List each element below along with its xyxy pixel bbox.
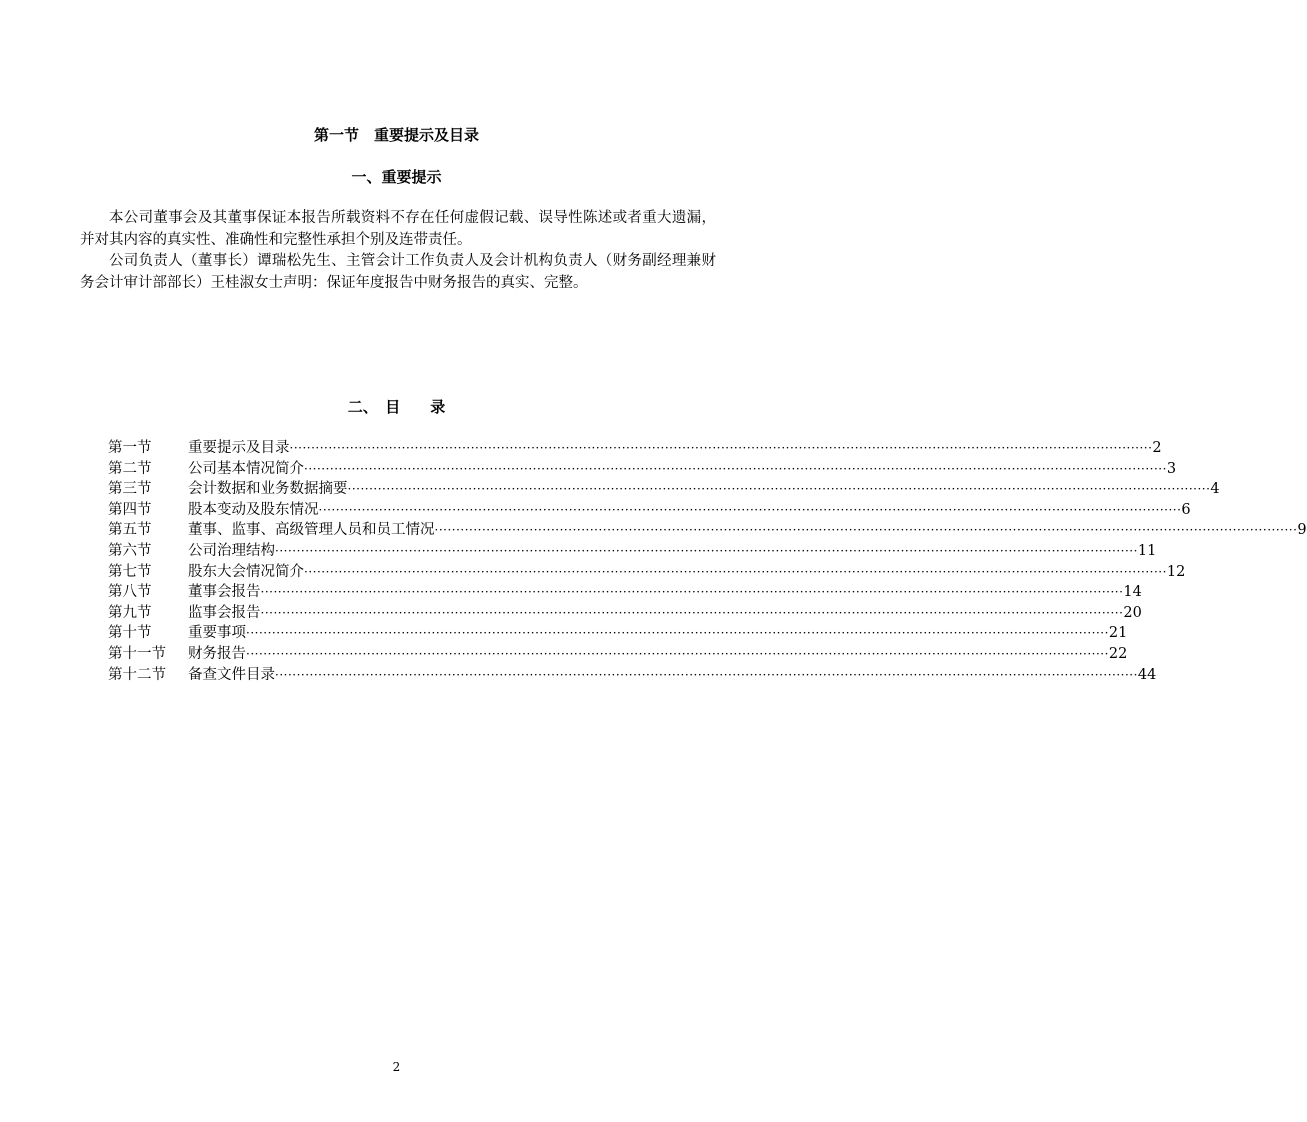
toc-page-number: 3	[1166, 460, 1177, 477]
toc-section-name: 备查文件目录	[188, 666, 275, 683]
toc-section-number: 第四节	[108, 501, 152, 518]
important-notice-heading: 一、重要提示	[351, 168, 442, 186]
toc-section-name: 监事会报告	[188, 604, 261, 621]
toc-section-name: 董事会报告	[188, 584, 261, 601]
toc-dot-leader: ········································································································································································································	[434, 523, 1298, 538]
toc-section-name: 公司治理结构	[188, 542, 275, 559]
toc-dot-leader: ········································································································································································································	[347, 482, 1211, 497]
toc-section-number: 第一节	[108, 440, 152, 456]
toc-heading: 二、 目 录	[347, 398, 446, 416]
toc-section-number: 第七节	[108, 563, 152, 580]
toc-entry[interactable]	[108, 560, 1186, 581]
toc-page-number: 22	[1108, 645, 1128, 662]
toc-section-name: 重要提示及目录	[188, 440, 290, 456]
toc-page-number: 12	[1166, 563, 1186, 580]
toc-page-number: 20	[1123, 604, 1142, 621]
toc-dot-leader: ········································································································································································································	[318, 502, 1182, 517]
toc-entry[interactable]	[108, 601, 1142, 622]
toc-section-number: 第六节	[108, 542, 152, 559]
toc-section-number: 第十二节	[108, 666, 166, 683]
toc-section-number: 第九节	[108, 604, 152, 621]
toc-section-number: 第十节	[108, 625, 152, 642]
toc-entry[interactable]	[108, 498, 1191, 519]
toc-page-number: 14	[1123, 584, 1142, 601]
toc-section-name: 董事、监事、高级管理人员和员工情况	[188, 522, 435, 539]
toc-page-number: 11	[1137, 542, 1157, 559]
toc-entry[interactable]	[108, 436, 1162, 457]
toc-page-number: 9	[1297, 522, 1307, 539]
toc-page-number: 44	[1137, 666, 1157, 683]
toc-dot-leader: ········································································································································································································	[304, 461, 1167, 476]
toc-section-number: 第二节	[108, 460, 152, 477]
toc-dot-leader: ········································································································································································································	[260, 605, 1124, 620]
toc-page-number: 4	[1210, 481, 1220, 498]
toc-section-number: 第五节	[108, 522, 152, 539]
page-number: 2	[392, 1060, 401, 1074]
toc-section-number: 第八节	[108, 584, 152, 601]
section-title: 第一节 重要提示及目录	[313, 126, 479, 144]
toc-dot-leader: ········································································································································································································	[275, 543, 1138, 558]
board-statement-paragraph: 本公司董事会及其董事保证本报告所载资料不存在任何虚假记载、误导性陈述或者重大遗漏，并对其内容的真实性、准确性和完整性承担个别及连带责任。	[80, 210, 716, 248]
toc-dot-leader: ········································································································································································································	[275, 667, 1138, 682]
responsibility-statement-paragraph: 公司负责人（董事长）谭瑞松先生、主管会计工作负责人及会计机构负责人（财务副经理兼财务会计审计部部长）王桂淑女士声明：保证年度报告中财务报告的真实、完整。	[80, 253, 716, 291]
toc-entry[interactable]	[108, 477, 1220, 498]
toc-dot-leader: ········································································································································································································	[260, 585, 1124, 600]
toc-page-number: 21	[1108, 625, 1128, 642]
toc-section-number: 第十一节	[108, 645, 166, 662]
toc-dot-leader: ········································································································································································································	[304, 564, 1167, 579]
toc-entry[interactable]	[108, 518, 1307, 539]
toc-section-name: 会计数据和业务数据摘要	[188, 481, 348, 498]
toc-dot-leader: ········································································································································································································	[246, 626, 1109, 641]
toc-entry[interactable]	[108, 580, 1142, 601]
toc-section-name: 公司基本情况简介	[188, 460, 304, 477]
table-of-contents	[108, 436, 1307, 683]
toc-entry[interactable]	[108, 642, 1128, 663]
toc-section-name: 财务报告	[188, 645, 246, 662]
toc-entry[interactable]	[108, 663, 1157, 684]
toc-entry[interactable]	[108, 539, 1157, 560]
toc-page-number: 2	[1152, 440, 1162, 456]
toc-entry[interactable]	[108, 457, 1177, 478]
toc-entry[interactable]	[108, 621, 1128, 642]
toc-section-name: 重要事项	[188, 625, 246, 642]
toc-section-number: 第三节	[108, 481, 152, 498]
toc-dot-leader: ········································································································································································································	[246, 646, 1109, 661]
toc-dot-leader: ········································································································································································································	[289, 441, 1153, 455]
toc-page-number: 6	[1181, 501, 1191, 518]
toc-section-name: 股东大会情况简介	[188, 563, 304, 580]
toc-section-name: 股本变动及股东情况	[188, 501, 319, 518]
